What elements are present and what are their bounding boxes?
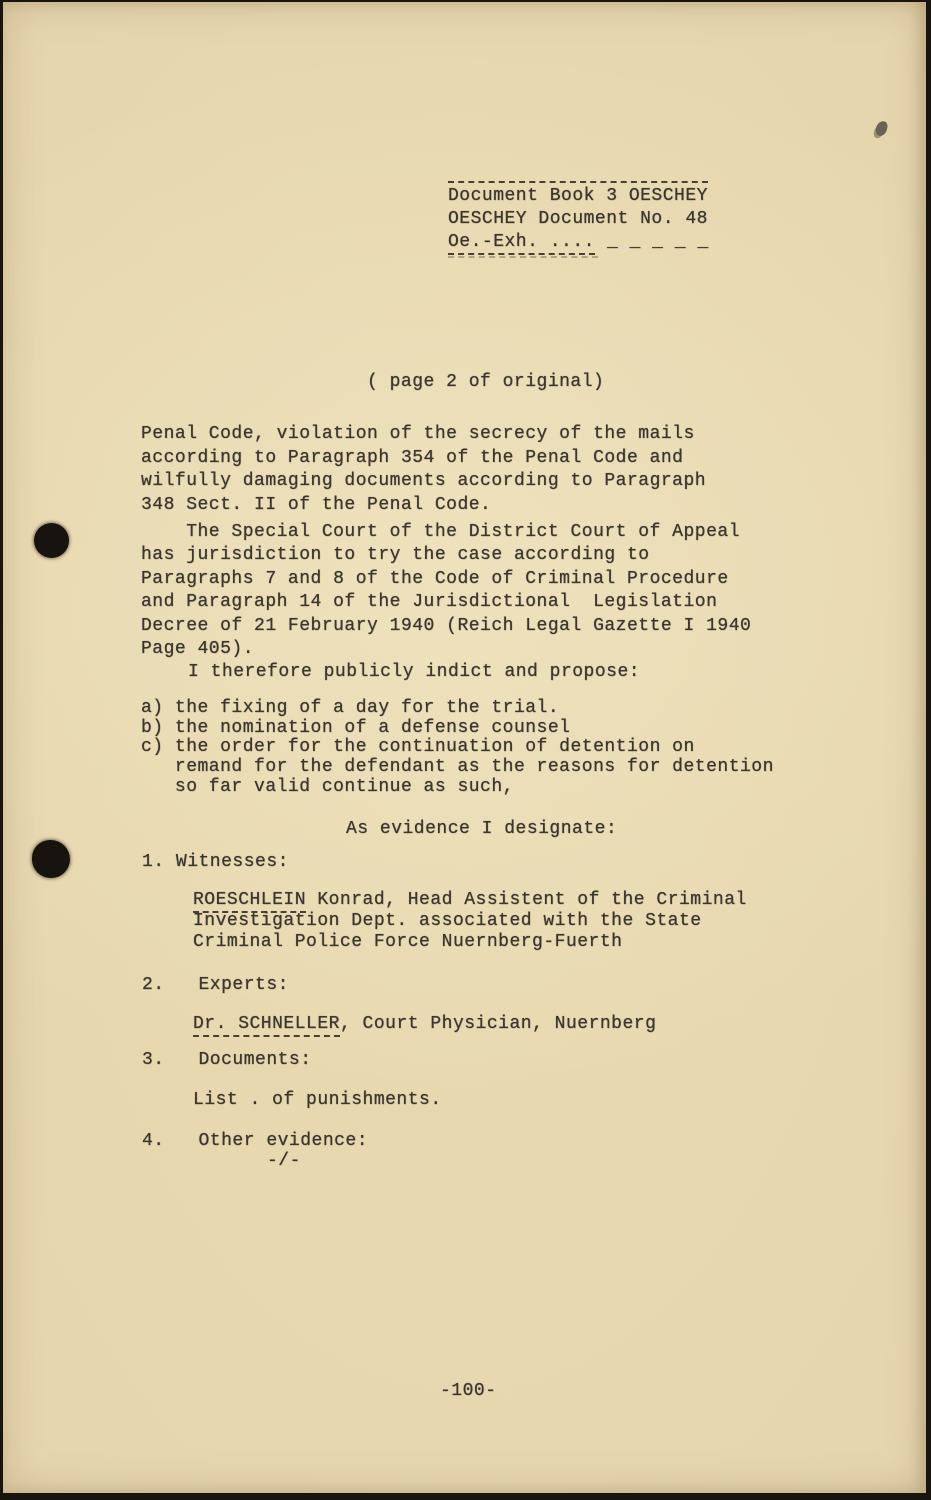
proposal-list [141,699,774,798]
punch-hole-bottom [32,840,70,878]
expert-details [193,1012,656,1036]
header-line-document-no: OESCHEY Document No. 48 [448,209,708,229]
witness-line-2: Investigation Dept. associated with the State [193,910,702,931]
page-note: ( page 2 of original) [367,372,605,392]
proposal-item-c-cont: so far valid continue as such, [141,776,514,797]
text-line: has jurisdiction to try the case according to [141,545,650,566]
evidence-item-other-label: 4. Other evidence: [142,1131,369,1151]
witness-line-3: Criminal Police Force Nuernberg-Fuerth [193,931,623,952]
proposal-item-c: c) the order for the continuation of detention on [141,737,695,758]
witness-name: ROESCHLEIN [193,890,306,913]
text-line: according to Paragraph 354 of the Penal Code and [141,447,684,468]
indictment-statement: I therefore publicly indict and propose: [188,662,641,682]
proposal-item-b: b) the nomination of a defense counsel [141,717,571,738]
faint-dash-marks [448,256,598,258]
header-exhibit-label: Oe.-Exh. .... [448,232,595,255]
document-header [448,181,709,254]
witness-line-1 [193,890,747,911]
expert-name: Dr. SCHNELLER [193,1014,340,1037]
ink-smudge [874,120,888,137]
paragraph-penal-code [141,423,706,518]
text-line: wilfully damaging documents according to Paragraph [141,471,707,492]
evidence-heading: As evidence I designate: [346,819,618,839]
documents-details: List . of punishments. [193,1090,442,1110]
evidence-item-documents-label: 3. Documents: [142,1050,312,1070]
text-line: Penal Code, violation of the secrecy of the mails [141,424,695,444]
expert-title: , Court Physician, Nuernberg [339,1014,657,1034]
text-line: Paragraphs 7 and 8 of the Code of Criminal Procedure [141,568,729,589]
header-line-book [448,181,709,208]
header-line-exhibit [448,231,709,254]
proposal-item-a: a) the fixing of a day for the trial. [141,698,560,718]
evidence-item-witnesses-label: 1. Witnesses: [142,852,289,872]
text-line: Page 405). [141,639,255,660]
header-exhibit-blank-dashes: _ _ _ _ _ [606,232,709,252]
punch-hole-top [34,523,69,558]
text-line: Decree of 21 February 1940 (Reich Legal Gazette I 1940 [141,615,752,636]
page-number: -100- [440,1381,497,1401]
witness-line-1-rest: Konrad, Head Assistent of the Criminal [306,890,747,910]
other-evidence-mark: -/- [267,1151,301,1171]
paper-sheet [3,2,926,1493]
header-book-title: Document Book 3 OESCHEY [448,181,708,208]
text-line: and Paragraph 14 of the Jurisdictional Legislation [141,592,718,613]
paragraph-jurisdiction [141,521,751,661]
evidence-item-experts-label: 2. Experts: [142,975,289,995]
text-line: The Special Court of the District Court of Appeal [141,522,740,542]
text-line: 348 Sect. II of the Penal Code. [141,495,492,516]
witness-details [193,890,747,952]
proposal-item-c-cont: remand for the defendant as the reasons for detention [141,757,774,778]
